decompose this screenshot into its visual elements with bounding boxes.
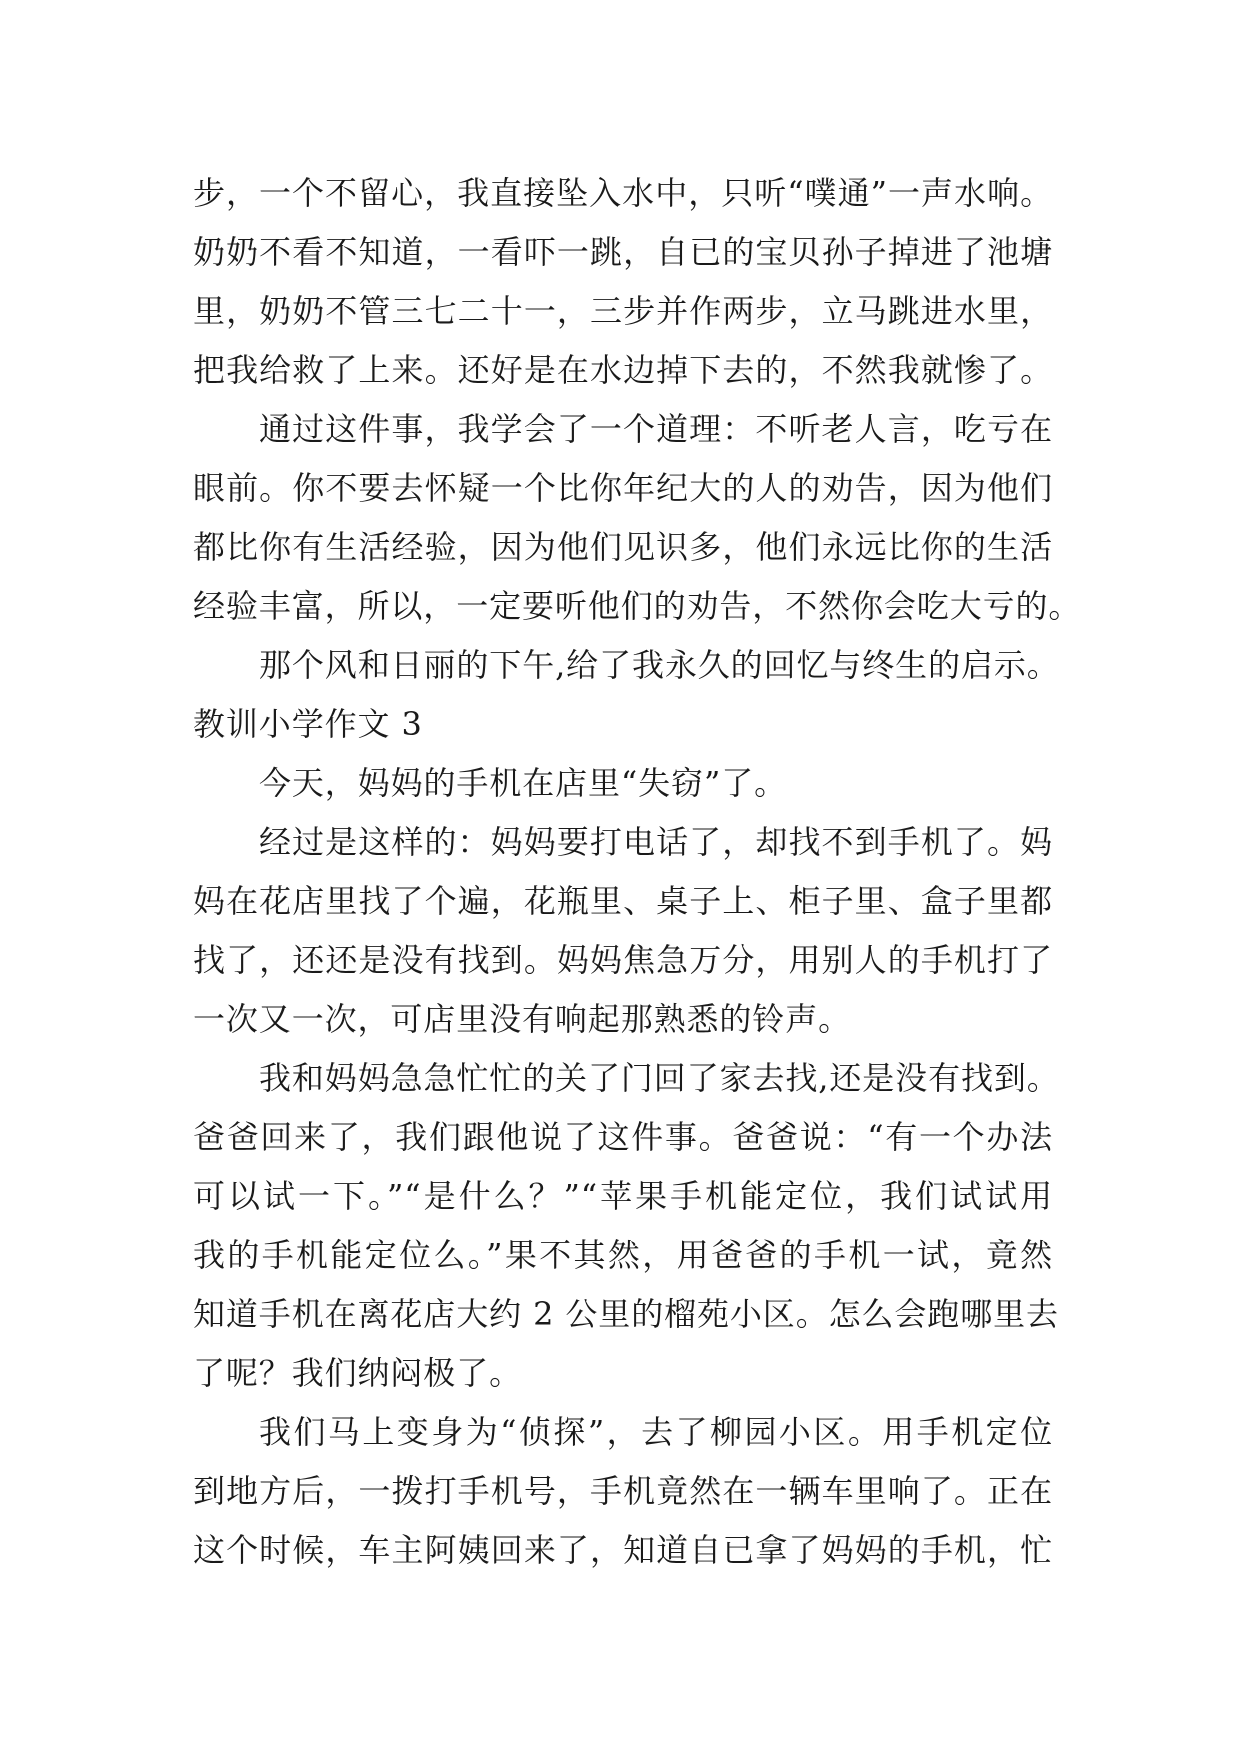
document-body xyxy=(193,164,1082,1580)
text-line: 教训小学作文 3 xyxy=(193,705,423,743)
text-line: 奶奶不看不知道，一看吓一跳，自已的宝贝孙子掉进了池塘 xyxy=(193,233,1053,271)
text-line: 一次又一次，可店里没有响起那熟悉的铃声。 xyxy=(193,1000,852,1038)
text-line: 找了，还还是没有找到。妈妈焦急万分，用别人的手机打了 xyxy=(193,941,1053,979)
text-line: 可以试一下。”“是什么？”“苹果手机能定位，我们试试用 xyxy=(193,1177,1053,1215)
text-line: 通过这件事，我学会了一个道理：不听老人言，吃亏在 xyxy=(259,410,1053,448)
text-line: 眼前。你不要去怀疑一个比你年纪大的人的劝告，因为他们 xyxy=(193,469,1053,507)
text-line: 里，奶奶不管三七二十一，三步并作两步，立马跳进水里， xyxy=(193,292,1053,330)
text-line: 爸爸回来了，我们跟他说了这件事。爸爸说：“有一个办法 xyxy=(193,1118,1053,1156)
text-line: 妈在花店里找了个遍，花瓶里、桌子上、柜子里、盒子里都 xyxy=(193,882,1053,920)
text-line: 我和妈妈急急忙忙的关了门回了家去找,还是没有找到。 xyxy=(259,1059,1060,1097)
text-line: 步，一个不留心，我直接坠入水中，只听“噗通”一声水响。 xyxy=(193,174,1053,212)
text-line: 这个时候，车主阿姨回来了，知道自已拿了妈妈的手机，忙 xyxy=(193,1531,1053,1569)
text-line: 到地方后，一拨打手机号，手机竟然在一辆车里响了。正在 xyxy=(193,1472,1053,1510)
text-line: 今天，妈妈的手机在店里“失窃”了。 xyxy=(259,764,788,802)
text-line: 经验丰富，所以，一定要听他们的劝告，不然你会吃大亏的。 xyxy=(193,587,1082,625)
text-line: 我们马上变身为“侦探”，去了柳园小区。用手机定位 xyxy=(259,1413,1053,1451)
text-line: 知道手机在离花店大约 2 公里的榴苑小区。怎么会跑哪里去 xyxy=(193,1295,1059,1333)
text-line: 经过是这样的：妈妈要打电话了，却找不到手机了。妈 xyxy=(259,823,1053,861)
text-line: 了呢？我们纳闷极了。 xyxy=(193,1354,523,1392)
text-line: 都比你有生活经验，因为他们见识多，他们永远比你的生活 xyxy=(193,528,1053,566)
text-line: 我的手机能定位么。”果不其然，用爸爸的手机一试，竟然 xyxy=(193,1236,1053,1274)
text-line: 那个风和日丽的下午,给了我永久的回忆与终生的启示。 xyxy=(259,646,1060,684)
text-line: 把我给救了上来。还好是在水边掉下去的，不然我就惨了。 xyxy=(193,351,1053,389)
